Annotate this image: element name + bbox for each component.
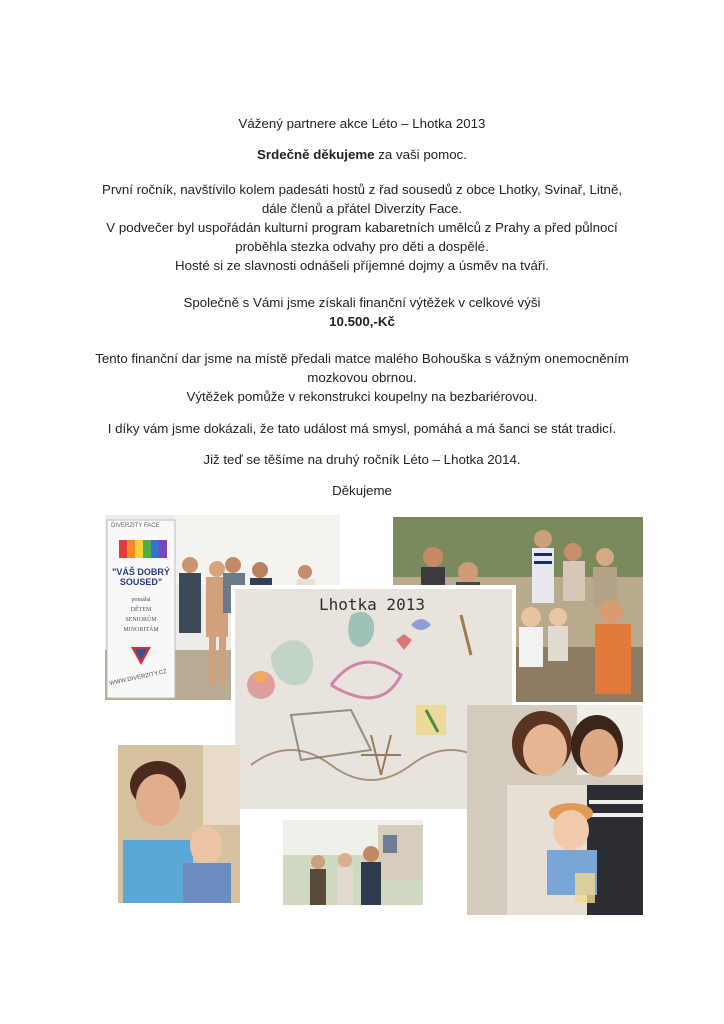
para2: Společně s Vámi jsme získali finanční výtěžek v celkové výši — [183, 295, 541, 310]
women-baby-image — [467, 705, 643, 915]
banner-line: DĚTEM — [130, 607, 152, 613]
drawing-caption: Lhotka 2013 — [319, 595, 425, 614]
banner-top-text: DIVERZITY FACE — [111, 523, 160, 529]
mother-child-image — [118, 745, 240, 903]
para1-line3: V podvečer byl uspořádán kulturní program kabaretních umělců z Prahy a před půlnocí — [106, 220, 618, 235]
para4: I díky vám jsme dokázali, že tato událost má smysl, pomáhá a má šanci se stát tradicí. — [107, 421, 617, 436]
para1-line4: proběhla stezka odvahy pro děti a dospělé. — [235, 239, 489, 254]
banner-line: MINORITÁM — [123, 627, 159, 633]
para1-line2: dále členů a přátel Diverzity Face. — [261, 201, 463, 216]
para1-line5: Hosté si ze slavnosti odnášeli příjemné dojmy a úsměv na tváři. — [175, 258, 549, 273]
photo-group-small — [283, 820, 423, 905]
thanks-bold: Srdečně děkujeme — [257, 147, 375, 162]
para3-line1: Tento finanční dar jsme na místě předali matce malého Bohouška s vážným onemocněním — [95, 351, 629, 366]
photo-women-baby — [467, 705, 643, 915]
thanks-rest: za vaši pomoc. — [374, 147, 467, 162]
amount: 10.500,-Kč — [329, 314, 395, 329]
para3-line2: mozkovou obrnou. — [307, 370, 417, 385]
banner-url: WWW.DIVERZITY.CZ — [109, 668, 168, 688]
greeting: Vážený partnere akce Léto – Lhotka 2013 — [238, 116, 486, 131]
banner-line: pomáhá — [131, 597, 151, 603]
para3-line3: Výtěžek pomůže v rekonstrukci koupelny na bezbariérovou. — [186, 389, 538, 404]
closing: Děkujeme — [332, 483, 392, 498]
para1-line1: První ročník, navštívilo kolem padesáti hostů z řad sousedů z obce Lhotky, Svinař, Litně, — [101, 182, 623, 197]
banner-lines — [109, 595, 173, 635]
group-small-image — [283, 820, 423, 905]
banner-slogan: "VÁŠ DOBRÝ SOUSED" — [112, 567, 170, 587]
banner-line: SENIORŮM — [125, 617, 157, 623]
photo-mother-child — [118, 745, 240, 903]
para5: Již teď se těšíme na druhý ročník Léto – Lhotka 2014. — [203, 452, 521, 467]
